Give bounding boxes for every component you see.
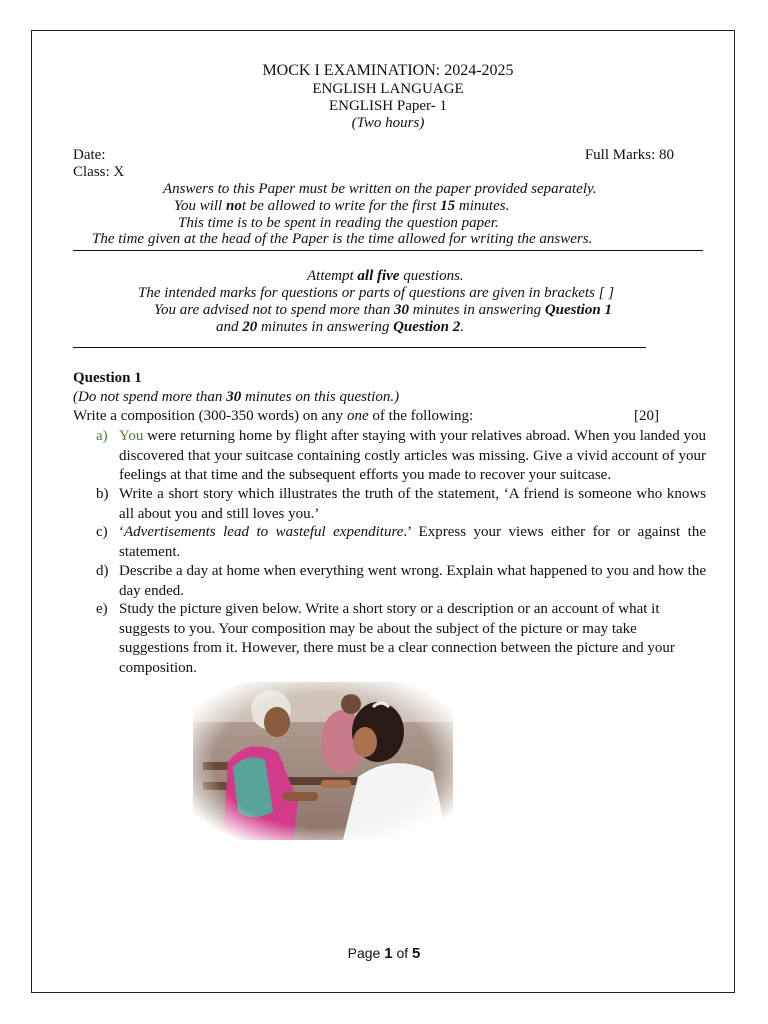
option-label: b) — [96, 486, 109, 502]
option-e — [96, 600, 706, 678]
instruction-text: questions. — [399, 268, 464, 284]
of-word: of — [392, 945, 413, 961]
divider — [73, 347, 646, 348]
page-word: Page — [347, 945, 385, 961]
option-label: c) — [96, 524, 108, 540]
option-emphasis: Advertisements lead to wasteful expenditure — [124, 524, 404, 540]
option-c — [96, 523, 706, 562]
date-label: Date: — [73, 147, 106, 163]
advice-line-2 — [216, 319, 464, 336]
instruction-text: minutes in answering — [409, 302, 545, 318]
instruction-line-4: The time given at the head of the Paper is the time allowed for writing the answers. — [92, 231, 593, 247]
question-note — [73, 389, 399, 406]
option-text: Describe a day at home when everything went wrong. Explain what happened to you and how the day ended. — [119, 563, 706, 599]
subject-title: ENGLISH LANGUAGE — [312, 81, 464, 97]
note-emphasis: 30 — [226, 389, 242, 405]
instruction-line-1: Answers to this Paper must be written on the paper provided separately. — [163, 181, 597, 197]
question-marks: [20] — [634, 408, 659, 424]
instruction-emphasis: no — [225, 198, 242, 214]
divider — [73, 250, 703, 251]
option-text — [119, 523, 706, 562]
instruction-emphasis: Question 1 — [544, 302, 612, 318]
question-title: Question 1 — [73, 370, 142, 386]
instruction-text: . — [460, 319, 464, 335]
prompt-emphasis: one — [346, 408, 369, 424]
duration: (Two hours) — [351, 115, 425, 131]
composition-picture-drawing — [193, 682, 453, 840]
instruction-text: You are advised not to spend more than — [154, 302, 394, 318]
composition-picture — [193, 682, 453, 840]
note-text: (Do not spend more than — [73, 389, 227, 405]
class-label: Class: X — [73, 164, 125, 180]
prompt-text: of the following: — [368, 408, 474, 424]
paper-title: ENGLISH Paper- 1 — [328, 98, 447, 114]
full-marks: Full Marks: 80 — [584, 147, 674, 163]
exam-title: MOCK I EXAMINATION: 2024-2025 — [262, 62, 514, 79]
question-prompt — [73, 408, 473, 425]
instruction-text: minutes in answering — [257, 319, 394, 335]
instruction-text: t be allowed to write for the first — [241, 198, 441, 214]
instruction-line-3: This time is to be spent in reading the question paper. — [178, 215, 499, 231]
instruction-emphasis: 15 — [440, 198, 456, 214]
option-lead: You — [119, 428, 144, 444]
page-total: 5 — [412, 945, 421, 962]
option-d — [96, 562, 706, 601]
instruction-emphasis: 30 — [394, 302, 409, 318]
option-b — [96, 485, 706, 524]
attempt-instruction — [307, 268, 464, 285]
page-current: 1 — [384, 945, 393, 962]
option-body: .’ Express your views either for or against the statement. — [119, 524, 706, 560]
instruction-emphasis: Question 2 — [393, 319, 461, 335]
advice-line-1 — [154, 302, 612, 319]
option-body: were returning home by flight after staying with your relatives abroad. When you landed you discovered that your suitcase containing costly articles was missing. Give a vivid account of your feelings at that time and the subsequent efforts you made to recover your suitcase. — [119, 428, 706, 483]
instruction-text: Attempt — [307, 268, 358, 284]
option-label: e) — [96, 601, 108, 617]
instruction-text: minutes. — [455, 198, 510, 214]
instruction-line-2 — [174, 198, 509, 215]
option-text: Study the picture given below. Write a short story or a description or an account of what it suggests to you. Your composition may be about the subject of the picture or may take suggestions from it. However, there must be a clear connection between the picture and your composition. — [119, 601, 675, 676]
instruction-text: and — [216, 319, 243, 335]
option-quote: ‘ — [119, 524, 124, 540]
instruction-text: You will — [174, 198, 226, 214]
option-text — [119, 427, 706, 486]
prompt-text: Write a composition (300-350 words) on any — [73, 408, 347, 424]
note-text: minutes on this question.) — [241, 389, 400, 405]
instruction-emphasis: 20 — [242, 319, 258, 335]
option-text: Write a short story which illustrates the truth of the statement, ‘A friend is someone who knows all about you and still loves you.’ — [119, 486, 706, 522]
instruction-emphasis: all five — [357, 268, 400, 284]
option-a — [96, 427, 706, 486]
page-number — [0, 945, 768, 962]
option-label: a) — [96, 428, 108, 444]
marks-note: The intended marks for questions or parts of questions are given in brackets [ ] — [138, 285, 615, 301]
option-label: d) — [96, 563, 109, 579]
